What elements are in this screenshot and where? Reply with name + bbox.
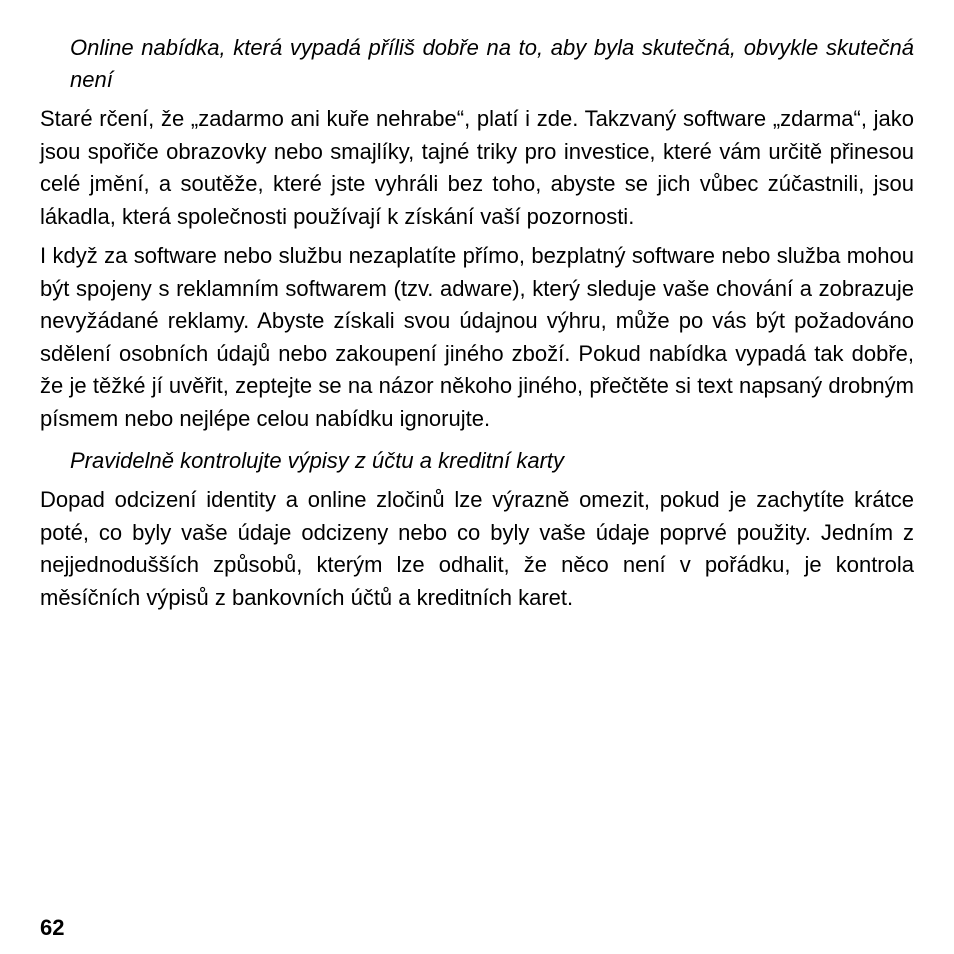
paragraph-free-software: Staré rčení, že „zadarmo ani kuře nehrabe“, platí i zde. Takzvaný software „zdarma“, jako jsou spořiče obrazovky nebo smajlíky, tajné triky pro investice, které vám určitě přinesou celé jmění, a soutěže, které jste vyhráli bez toho, abyste se jich vůbec zúčastnili, jsou lákadla, která společnosti používají k získání vaší pozornosti. bbox=[40, 106, 914, 229]
paragraph-adware: I když za software nebo službu nezaplatíte přímo, bezplatný software nebo služba mohou být spojeny s reklamním softwarem (tzv. adware), který sleduje vaše chování a zobrazuje nevyžádané reklamy. Abyste získali svou údajnou výhru, může po vás být požadováno sdělení osobních údajů nebo zakoupení jiného zboží. Pokud nabídka vypadá tak dobře, že je těžké jí uvěřit, zeptejte se na názor někoho jiného, přečtěte si text napsaný drobným písmem nebo nejlépe celou nabídku ignorujte. bbox=[40, 243, 914, 431]
document-page bbox=[40, 32, 914, 621]
section-heading-check-statements: Pravidelně kontrolujte výpisy z účtu a kreditní karty bbox=[70, 448, 565, 473]
paragraph-identity-theft: Dopad odcizení identity a online zločinů lze výrazně omezit, pokud je zachytíte krátce poté, co byly vaše údaje odcizeny nebo co byly vaše údaje poprvé použity. Jedním z nejjednodušších způsobů, kterým lze odhalit, že něco není v pořádku, je kontrola měsíčních výpisů z bankovních účtů a kreditních karet. bbox=[40, 487, 914, 610]
section-heading-online-offer: Online nabídka, která vypadá příliš dobře na to, aby byla skutečná, obvykle skutečná není bbox=[70, 35, 914, 92]
page-number: 62 bbox=[40, 915, 65, 940]
